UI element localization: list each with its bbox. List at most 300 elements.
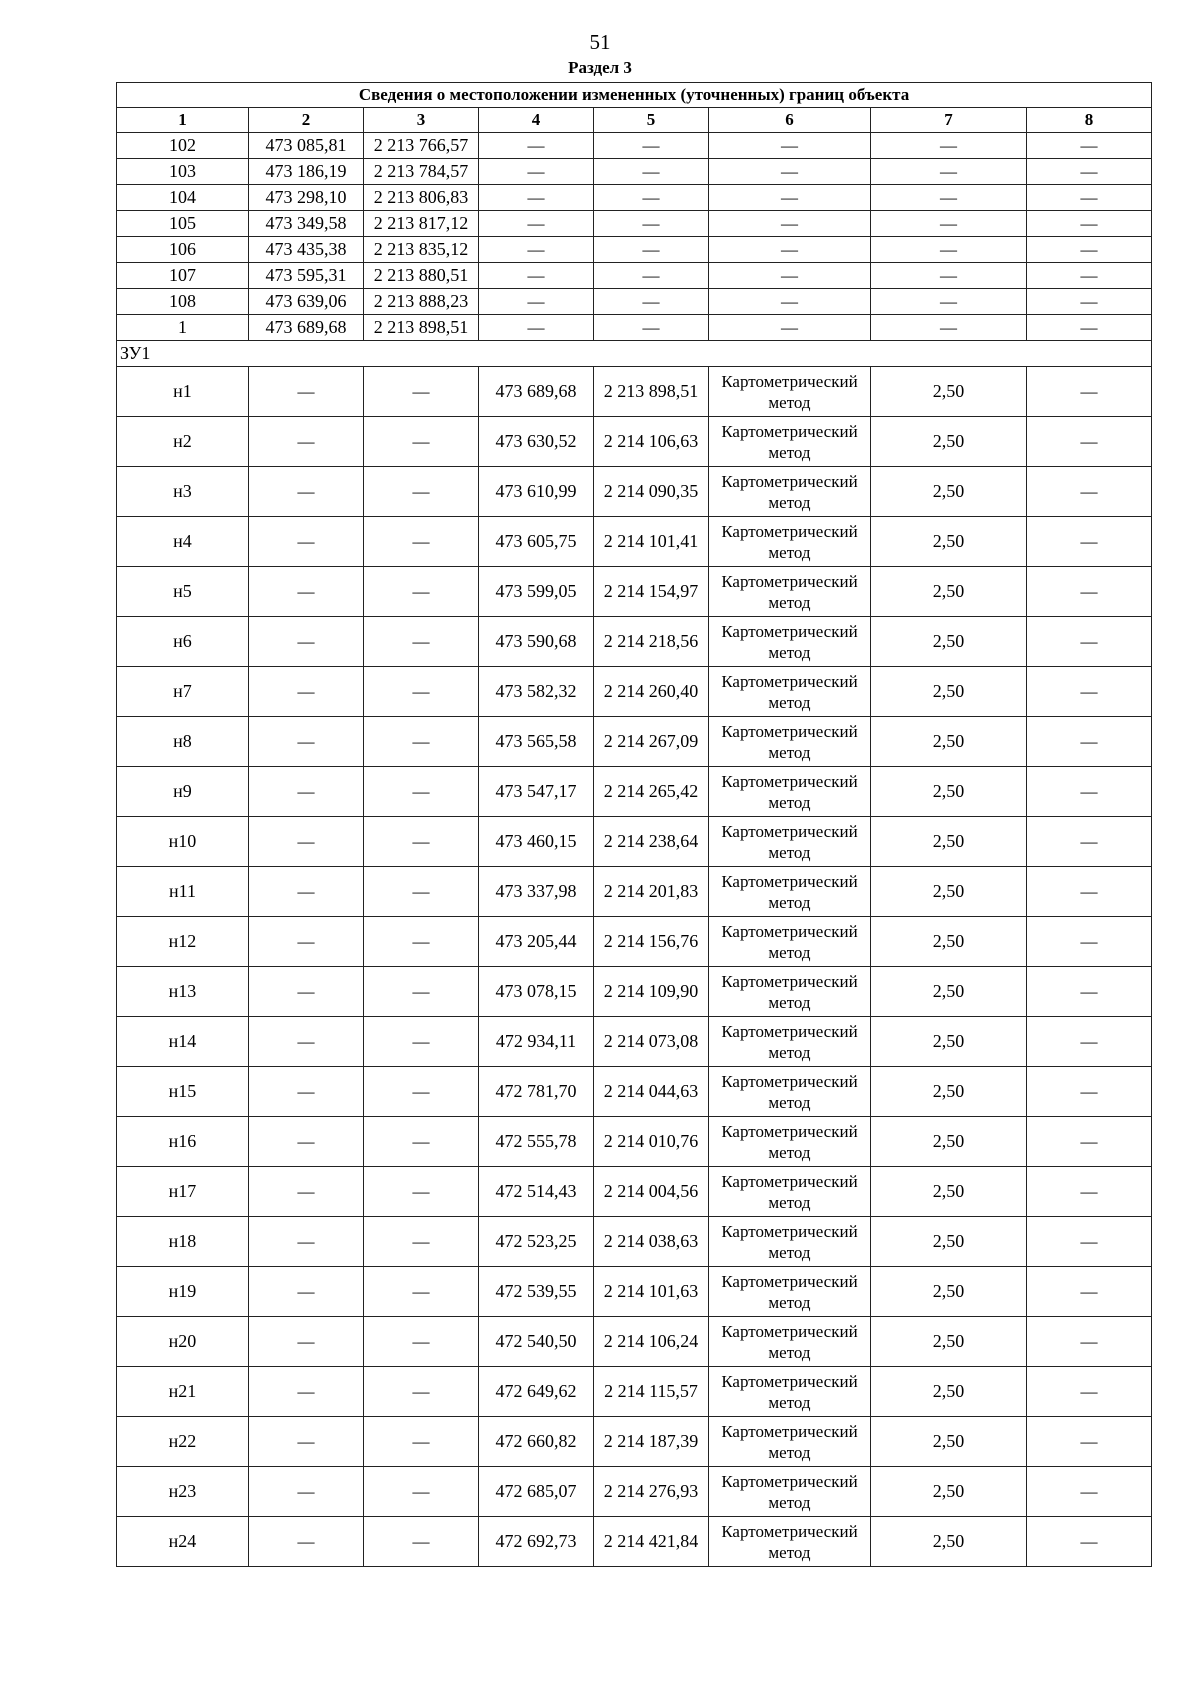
table-cell: 104 [117, 185, 249, 211]
table-cell: — [1027, 263, 1152, 289]
table-cell: — [249, 1367, 364, 1417]
table-cell: 2,50 [871, 1517, 1027, 1567]
table-cell: — [479, 185, 594, 211]
table-cell: — [871, 263, 1027, 289]
table-row [117, 185, 1152, 211]
table-cell: — [594, 185, 709, 211]
table-cell: — [1027, 1217, 1152, 1267]
table-cell: — [1027, 1167, 1152, 1217]
table-cell: 2 213 806,83 [364, 185, 479, 211]
table-row [117, 367, 1152, 417]
table-cell: 2 214 115,57 [594, 1367, 709, 1417]
table-cell: — [479, 263, 594, 289]
table-cell: 105 [117, 211, 249, 237]
table-cell: 473 298,10 [249, 185, 364, 211]
table-cell: 2 214 267,09 [594, 717, 709, 767]
table-cell: — [594, 159, 709, 185]
table-cell: 2 214 038,63 [594, 1217, 709, 1267]
table-row [117, 967, 1152, 1017]
table-cell: — [1027, 867, 1152, 917]
table-cell: 2 214 109,90 [594, 967, 709, 1017]
table-cell: 2 213 784,57 [364, 159, 479, 185]
table-cell: — [249, 917, 364, 967]
table-cell: — [1027, 467, 1152, 517]
table-cell: 2,50 [871, 517, 1027, 567]
method-cell: Картометрический метод [709, 1017, 871, 1067]
table-cell: 107 [117, 263, 249, 289]
table-cell: — [1027, 315, 1152, 341]
method-cell: Картометрический метод [709, 1467, 871, 1517]
table-cell: — [364, 1267, 479, 1317]
table-cell: — [249, 1267, 364, 1317]
table-cell: 2,50 [871, 1117, 1027, 1167]
table-cell: — [364, 917, 479, 967]
table-cell: 2 214 044,63 [594, 1067, 709, 1117]
table-row [117, 667, 1152, 717]
section-title: Раздел 3 [568, 58, 632, 77]
table-cell: 472 555,78 [479, 1117, 594, 1167]
table-cell: 2,50 [871, 767, 1027, 817]
table-row [117, 617, 1152, 667]
table-cell: н14 [117, 1017, 249, 1067]
table-cell: — [594, 263, 709, 289]
table-cell: — [249, 467, 364, 517]
table-cell: 2,50 [871, 817, 1027, 867]
table-cell: 2 213 766,57 [364, 133, 479, 159]
table-cell: — [364, 1317, 479, 1367]
table-row [117, 517, 1152, 567]
table-cell: 473 582,32 [479, 667, 594, 717]
table-row [117, 211, 1152, 237]
table-cell: н8 [117, 717, 249, 767]
table-cell: 473 689,68 [249, 315, 364, 341]
column-number-row [117, 108, 1152, 133]
table-cell: н9 [117, 767, 249, 817]
table-cell: — [1027, 517, 1152, 567]
table-cell: — [364, 417, 479, 467]
table-cell: 473 689,68 [479, 367, 594, 417]
table-cell: 472 660,82 [479, 1417, 594, 1467]
table-cell: — [1027, 1417, 1152, 1467]
column-number-header: 2 [249, 108, 364, 133]
subsection-row [117, 341, 1152, 367]
method-cell: Картометрический метод [709, 1517, 871, 1567]
table-cell: — [871, 159, 1027, 185]
table-cell: 2,50 [871, 1067, 1027, 1117]
table-cell: 2,50 [871, 1317, 1027, 1367]
table-row [117, 1067, 1152, 1117]
table-cell: — [1027, 967, 1152, 1017]
table-cell: н12 [117, 917, 249, 967]
table-cell: — [1027, 1267, 1152, 1317]
table-cell: — [871, 211, 1027, 237]
table-cell: — [249, 417, 364, 467]
table-cell: 108 [117, 289, 249, 315]
page-number: 51 [589, 30, 611, 54]
table-cell: — [249, 1017, 364, 1067]
table-cell: — [364, 1167, 479, 1217]
table-cell: — [364, 517, 479, 567]
table-cell: 2,50 [871, 1367, 1027, 1417]
table-cell: 2,50 [871, 1417, 1027, 1467]
table-cell: — [479, 289, 594, 315]
table-cell: — [364, 667, 479, 717]
table-cell: — [1027, 667, 1152, 717]
table-cell: 2,50 [871, 1217, 1027, 1267]
table-row [117, 1467, 1152, 1517]
method-cell: Картометрический метод [709, 1267, 871, 1317]
table-row [117, 417, 1152, 467]
table-cell: — [249, 1417, 364, 1467]
table-cell: — [1027, 1317, 1152, 1367]
table-cell: 473 547,17 [479, 767, 594, 817]
table-cell: — [1027, 1017, 1152, 1067]
table-cell: 472 649,62 [479, 1367, 594, 1417]
table-cell: 472 540,50 [479, 1317, 594, 1367]
table-row [117, 817, 1152, 867]
table-row [117, 1217, 1152, 1267]
table-cell: 473 337,98 [479, 867, 594, 917]
table-cell: 102 [117, 133, 249, 159]
table-row [117, 917, 1152, 967]
table-cell: — [364, 1067, 479, 1117]
table-cell: — [364, 1217, 479, 1267]
table-cell: 2,50 [871, 1467, 1027, 1517]
method-cell: Картометрический метод [709, 367, 871, 417]
table-cell: н7 [117, 667, 249, 717]
method-cell: Картометрический метод [709, 917, 871, 967]
table-cell: — [1027, 717, 1152, 767]
table-cell: 473 078,15 [479, 967, 594, 1017]
method-cell: Картометрический метод [709, 1217, 871, 1267]
table-cell: — [594, 289, 709, 315]
table-cell: — [1027, 237, 1152, 263]
subsection-label: ЗУ1 [117, 341, 1152, 367]
table-cell: 2,50 [871, 367, 1027, 417]
table-cell: 2 214 421,84 [594, 1517, 709, 1567]
table-cell: 106 [117, 237, 249, 263]
table-cell: 2,50 [871, 967, 1027, 1017]
table-cell: 472 934,11 [479, 1017, 594, 1067]
column-number-header: 6 [709, 108, 871, 133]
table-cell: 473 639,06 [249, 289, 364, 315]
table-cell: н18 [117, 1217, 249, 1267]
table-cell: — [249, 967, 364, 1017]
table-cell: — [479, 211, 594, 237]
method-cell: Картометрический метод [709, 667, 871, 717]
table-cell: 2,50 [871, 417, 1027, 467]
table-cell: 2 213 835,12 [364, 237, 479, 263]
table-cell: 2 214 260,40 [594, 667, 709, 717]
table-cell: — [1027, 1517, 1152, 1567]
table-cell: 472 539,55 [479, 1267, 594, 1317]
table-row [117, 1517, 1152, 1567]
method-cell: Картометрический метод [709, 1317, 871, 1367]
table-cell: 2,50 [871, 1017, 1027, 1067]
table-row [117, 467, 1152, 517]
table-row [117, 1417, 1152, 1467]
column-number-header: 5 [594, 108, 709, 133]
table-cell: — [249, 517, 364, 567]
table-cell: 2 214 106,24 [594, 1317, 709, 1367]
method-cell: Картометрический метод [709, 767, 871, 817]
table-row [117, 159, 1152, 185]
table-row [117, 1167, 1152, 1217]
table-cell: — [594, 211, 709, 237]
table-cell: 473 435,38 [249, 237, 364, 263]
method-cell: Картометрический метод [709, 1117, 871, 1167]
method-cell: Картометрический метод [709, 1067, 871, 1117]
table-cell: — [364, 617, 479, 667]
table-cell: — [249, 767, 364, 817]
table-row [117, 567, 1152, 617]
table-cell: 2 214 073,08 [594, 1017, 709, 1067]
table-cell: — [1027, 1467, 1152, 1517]
table-cell: — [1027, 185, 1152, 211]
column-number-header: 3 [364, 108, 479, 133]
table-cell: 2 214 187,39 [594, 1417, 709, 1467]
table-cell: — [1027, 1067, 1152, 1117]
table-cell: — [709, 185, 871, 211]
table-cell: — [364, 1417, 479, 1467]
table-cell: — [709, 289, 871, 315]
table-cell: 2,50 [871, 667, 1027, 717]
table-cell: 472 523,25 [479, 1217, 594, 1267]
table-cell: 2,50 [871, 567, 1027, 617]
table-cell: — [364, 567, 479, 617]
table-cell: — [709, 159, 871, 185]
table-cell: — [709, 263, 871, 289]
table-cell: 2 214 265,42 [594, 767, 709, 817]
method-cell: Картометрический метод [709, 467, 871, 517]
table-cell: 473 610,99 [479, 467, 594, 517]
table-cell: 473 590,68 [479, 617, 594, 667]
table-row [117, 717, 1152, 767]
table-cell: н11 [117, 867, 249, 917]
table-cell: 473 605,75 [479, 517, 594, 567]
table-cell: 2 214 238,64 [594, 817, 709, 867]
table-row [117, 867, 1152, 917]
column-number-header: 4 [479, 108, 594, 133]
table-cell: — [249, 1317, 364, 1367]
table-cell: н3 [117, 467, 249, 517]
table-row [117, 133, 1152, 159]
table-cell: н5 [117, 567, 249, 617]
table-cell: н23 [117, 1467, 249, 1517]
table-cell: — [364, 717, 479, 767]
table-cell: — [709, 237, 871, 263]
table-cell: н19 [117, 1267, 249, 1317]
table-cell: н21 [117, 1367, 249, 1417]
table-row [117, 1367, 1152, 1417]
table-cell: — [709, 211, 871, 237]
table-cell: — [249, 1067, 364, 1117]
table-cell: 2 214 276,93 [594, 1467, 709, 1517]
column-number-header: 7 [871, 108, 1027, 133]
table-cell: — [479, 133, 594, 159]
table-cell: 2,50 [871, 617, 1027, 667]
table-cell: 472 692,73 [479, 1517, 594, 1567]
table-cell: 473 205,44 [479, 917, 594, 967]
table-cell: 2 213 898,51 [594, 367, 709, 417]
table-cell: — [364, 867, 479, 917]
table-row [117, 263, 1152, 289]
table-cell: — [709, 315, 871, 341]
table-cell: н6 [117, 617, 249, 667]
table-cell: — [249, 867, 364, 917]
table-cell: — [364, 1517, 479, 1567]
table-cell: 2 214 156,76 [594, 917, 709, 967]
table-cell: 2,50 [871, 1167, 1027, 1217]
table-cell: 2 213 880,51 [364, 263, 479, 289]
method-cell: Картометрический метод [709, 1367, 871, 1417]
table-cell: — [249, 667, 364, 717]
table-cell: — [1027, 367, 1152, 417]
method-cell: Картометрический метод [709, 617, 871, 667]
table-cell: 2,50 [871, 467, 1027, 517]
column-number-header: 1 [117, 108, 249, 133]
table-cell: — [364, 817, 479, 867]
table-cell: — [479, 159, 594, 185]
table-cell: — [364, 767, 479, 817]
table-cell: 1 [117, 315, 249, 341]
table-cell: — [1027, 289, 1152, 315]
table-cell: — [594, 133, 709, 159]
table-cell: 2 214 101,63 [594, 1267, 709, 1317]
table-cell: 2,50 [871, 867, 1027, 917]
table-cell: 2 214 101,41 [594, 517, 709, 567]
table-cell: — [364, 367, 479, 417]
table-cell: — [871, 185, 1027, 211]
table-cell: н4 [117, 517, 249, 567]
table-cell: — [1027, 1117, 1152, 1167]
table-cell: н13 [117, 967, 249, 1017]
table-cell: н1 [117, 367, 249, 417]
method-cell: Картометрический метод [709, 417, 871, 467]
table-cell: — [1027, 211, 1152, 237]
table-cell: — [871, 133, 1027, 159]
table-cell: — [1027, 1367, 1152, 1417]
table-cell: — [364, 967, 479, 1017]
table-cell: 2 214 090,35 [594, 467, 709, 517]
table-cell: 2 214 106,63 [594, 417, 709, 467]
table-cell: — [1027, 617, 1152, 667]
table-cell: — [479, 237, 594, 263]
method-cell: Картометрический метод [709, 967, 871, 1017]
table-cell: 2 213 898,51 [364, 315, 479, 341]
table-cell: н17 [117, 1167, 249, 1217]
table-cell: 2 213 888,23 [364, 289, 479, 315]
table-row [117, 1017, 1152, 1067]
table-cell: 2,50 [871, 1267, 1027, 1317]
table-cell: — [249, 1467, 364, 1517]
table-cell: 473 349,58 [249, 211, 364, 237]
table-cell: 2 214 201,83 [594, 867, 709, 917]
table-cell: н2 [117, 417, 249, 467]
method-cell: Картометрический метод [709, 1417, 871, 1467]
table-cell: 473 565,58 [479, 717, 594, 767]
table-title: Сведения о местоположении измененных (уточненных) границ объекта [117, 83, 1152, 108]
table-cell: н20 [117, 1317, 249, 1367]
table-cell: — [1027, 417, 1152, 467]
table-cell: 473 085,81 [249, 133, 364, 159]
table-row [117, 237, 1152, 263]
table-cell: 472 781,70 [479, 1067, 594, 1117]
table-cell: 473 599,05 [479, 567, 594, 617]
table-cell: 473 186,19 [249, 159, 364, 185]
table-cell: — [364, 467, 479, 517]
column-number-header: 8 [1027, 108, 1152, 133]
table-cell: — [479, 315, 594, 341]
table-cell: 2,50 [871, 717, 1027, 767]
table-cell: н15 [117, 1067, 249, 1117]
table-cell: — [249, 817, 364, 867]
table-cell: 2,50 [871, 917, 1027, 967]
table-cell: 473 460,15 [479, 817, 594, 867]
table-cell: 2 214 218,56 [594, 617, 709, 667]
table-row [117, 315, 1152, 341]
coordinates-table [116, 82, 1152, 1567]
method-cell: Картометрический метод [709, 867, 871, 917]
table-cell: 473 630,52 [479, 417, 594, 467]
table-cell: н24 [117, 1517, 249, 1567]
table-cell: 472 514,43 [479, 1167, 594, 1217]
method-cell: Картометрический метод [709, 817, 871, 867]
table-cell: — [594, 315, 709, 341]
table-cell: — [1027, 133, 1152, 159]
table-cell: н16 [117, 1117, 249, 1167]
table-row [117, 1317, 1152, 1367]
table-cell: — [364, 1467, 479, 1517]
table-cell: — [871, 289, 1027, 315]
table-cell: — [1027, 567, 1152, 617]
table-cell: 2 214 154,97 [594, 567, 709, 617]
table-cell: — [594, 237, 709, 263]
table-cell: — [249, 1167, 364, 1217]
table-cell: — [1027, 159, 1152, 185]
method-cell: Картометрический метод [709, 567, 871, 617]
table-cell: — [249, 567, 364, 617]
table-cell: — [364, 1117, 479, 1167]
table-cell: — [1027, 817, 1152, 867]
table-cell: — [249, 617, 364, 667]
table-cell: 472 685,07 [479, 1467, 594, 1517]
table-cell: 2 213 817,12 [364, 211, 479, 237]
table-cell: — [1027, 917, 1152, 967]
table-cell: — [249, 1517, 364, 1567]
table-row [117, 767, 1152, 817]
table-row [117, 1267, 1152, 1317]
table-cell: — [364, 1017, 479, 1067]
table-cell: н22 [117, 1417, 249, 1467]
table-cell: — [249, 367, 364, 417]
table-cell: — [1027, 767, 1152, 817]
table-cell: — [871, 237, 1027, 263]
table-cell: — [249, 717, 364, 767]
table-cell: н10 [117, 817, 249, 867]
method-cell: Картометрический метод [709, 517, 871, 567]
method-cell: Картометрический метод [709, 1167, 871, 1217]
method-cell: Картометрический метод [709, 717, 871, 767]
table-cell: — [709, 133, 871, 159]
table-cell: 103 [117, 159, 249, 185]
table-cell: — [249, 1117, 364, 1167]
table-cell: — [364, 1367, 479, 1417]
table-row [117, 1117, 1152, 1167]
table-cell: — [871, 315, 1027, 341]
table-cell: — [249, 1217, 364, 1267]
table-cell: 473 595,31 [249, 263, 364, 289]
